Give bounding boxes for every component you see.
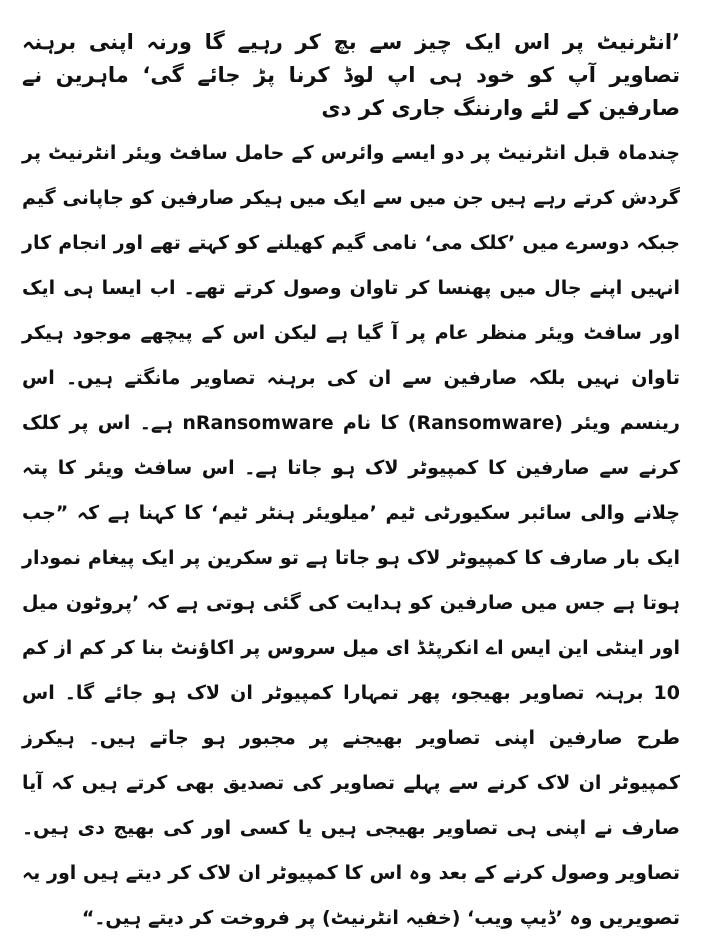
article-body: چندماہ قبل انٹرنیٹ پر دو ایسے وائرس کے حامل سافٹ ویئر انٹرنیٹ پر گردش کرتے رہے ہیں جن میں سے ایک میں ہیکر صارفین کو جاپانی گیم جبکہ دوسرے میں ’کلک می‘ نامی گیم کھیلنے کو کہتے تھے اور انجام کار انہیں اپنے جال میں پھنسا کر تاوان وصول کرتے تھے۔ اب ایسا ہی ایک اور سافٹ ویئر منظر عام پر آ گیا ہے لیکن اس کے پیچھے موجود ہیکر تاوان نہیں بلکہ صارفین سے ان کی برہنہ تصاویر مانگتے ہیں۔ اس رینسم ویئر (Ransomware) کا نام nRansomware ہے۔ اس پر کلک کرنے سے صارفین کا کمپیوٹر لاک ہو جاتا ہے۔ اس سافٹ ویئر کا پتہ چلانے والی سائبر سکیورٹی ٹیم ’میلویئر ہنٹر ٹیم‘ کا کہنا ہے کہ ”جب ایک بار صارف کا کمپیوٹر لاک ہو جاتا ہے تو سکرین پر ایک پیغام نمودار ہوتا ہے جس میں صارفین کو ہدایت کی گئی ہوتی ہے کہ ’پروٹون میل اور اینٹی این ایس اے انکرپٹڈ ای میل سروس پر اکاﺅنٹ بنا کر کم از کم 10 برہنہ تصاویر بھیجو، پھر تمہارا کمپیوٹر ان لاک ہو جائے گا۔ اس طرح صارفین اپنی تصاویر بھیجنے پر مجبور ہو جاتے ہیں۔ ہیکرز کمپیوٹر ان لاک کرنے سے پہلے تصاویر کی تصدیق بھی کرتے ہیں کہ آیا صارف نے اپنی ہی تصاویر بھیجی ہیں یا کسی اور کی بھیج دی ہیں۔ تصاویر وصول کرنے کے بعد وہ اس کا کمپیوٹر ان لاک کر دیتے ہیں اور یہ تصویریں وہ ’ڈیپ ویب‘ (خفیہ انٹرنیٹ) پر فروخت کر دیتے ہیں۔“ [22,142,680,929]
article-headline: ’انٹرنیٹ پر اس ایک چیز سے بچ کر رہیے گا ورنہ اپنی برہنہ تصاویر آپ کو خود ہی اپ لوڈ کرنا پڑ جائے گی‘ ماہرین نے صارفین کے لئے وارننگ جاری کر دی [22,30,680,120]
